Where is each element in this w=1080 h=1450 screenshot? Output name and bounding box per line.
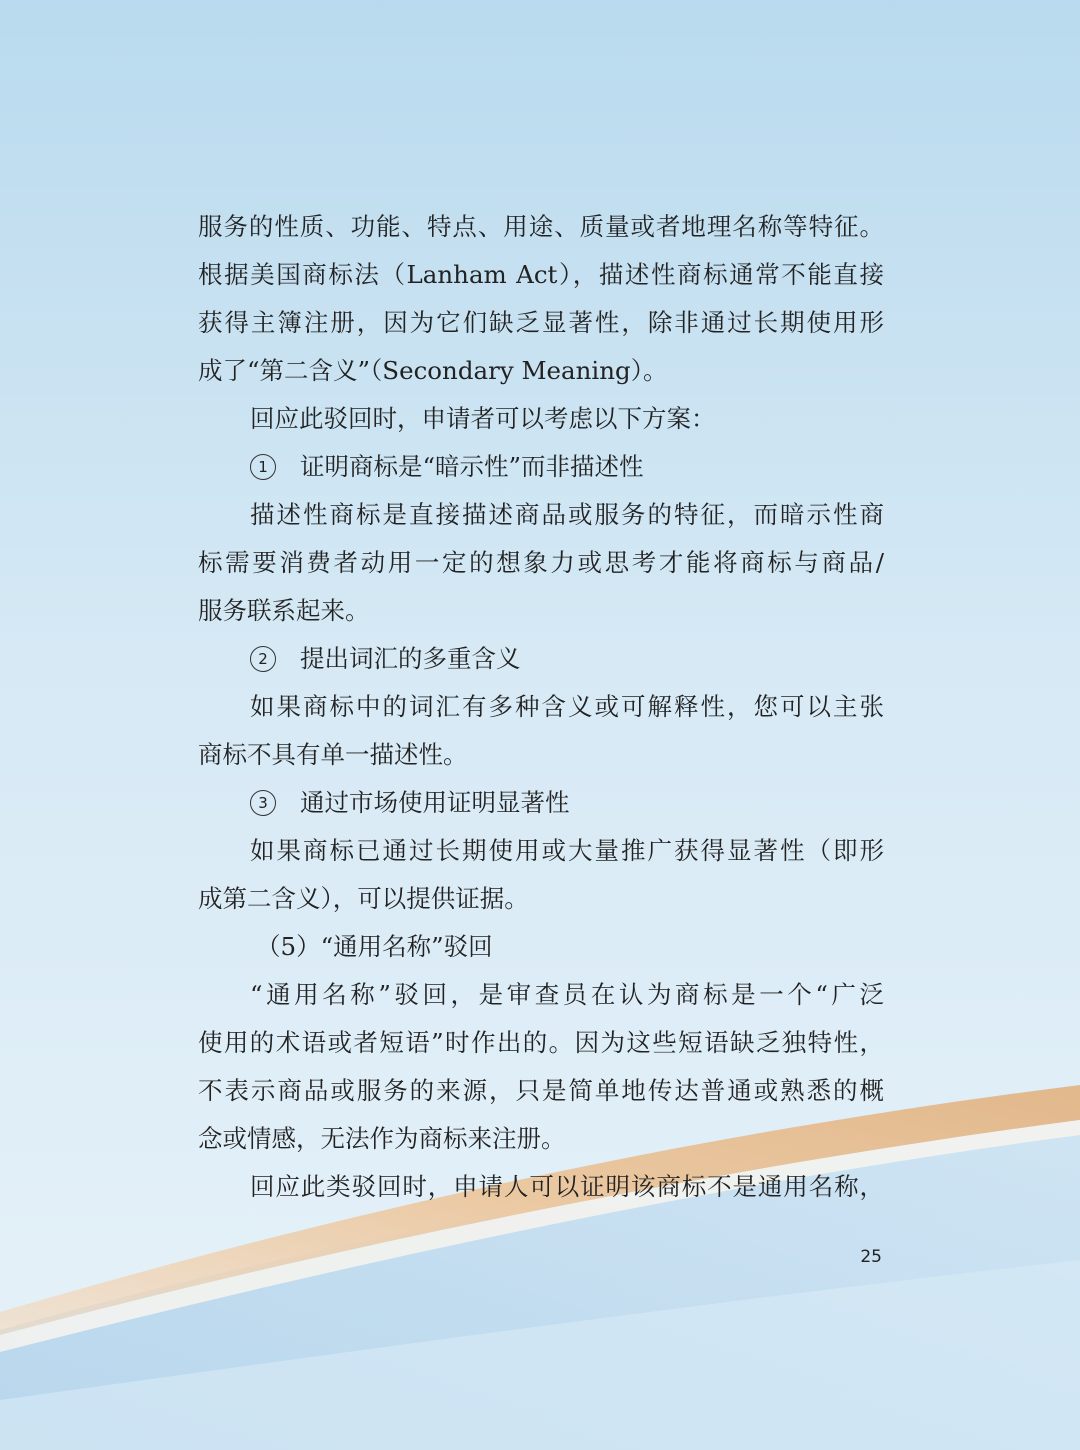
list-item-heading bbox=[198, 443, 884, 491]
text-line: 使用的术语或者短语”时作出的。因为这些短语缺乏独特性， bbox=[198, 1028, 884, 1057]
list-item-heading bbox=[198, 779, 884, 827]
list-item-heading-text: 通过市场使用证明显著性 bbox=[300, 788, 570, 817]
text-line: 根据美国商标法（Lanham Act），描述性商标通常不能直接 bbox=[198, 260, 884, 289]
text-line: 服务联系起来。 bbox=[198, 596, 370, 625]
text-line: 标需要消费者动用一定的想象力或思考才能将商标与商品/ bbox=[198, 548, 884, 577]
text-line: 成第二含义），可以提供证据。 bbox=[198, 884, 529, 913]
text-line: 成了“第二含义”（Secondary Meaning）。 bbox=[198, 356, 668, 385]
page-number: 25 bbox=[860, 1247, 882, 1267]
text-line: “通用名称”驳回，是审查员在认为商标是一个“广泛 bbox=[250, 980, 884, 1009]
text-line: 回应此类驳回时，申请人可以证明该商标不是通用名称， bbox=[250, 1172, 884, 1201]
circled-number-marker: 3 bbox=[250, 790, 276, 816]
text-line: 描述性商标是直接描述商品或服务的特征，而暗示性商 bbox=[250, 500, 884, 529]
text-line: 如果商标中的词汇有多种含义或可解释性，您可以主张 bbox=[250, 692, 884, 721]
circled-number-marker: 2 bbox=[250, 646, 276, 672]
text-line: 念或情感，无法作为商标来注册。 bbox=[198, 1124, 566, 1153]
text-line: 如果商标已通过长期使用或大量推广获得显著性（即形 bbox=[250, 836, 884, 865]
list-item-heading-text: 证明商标是“暗示性”而非描述性 bbox=[300, 452, 644, 481]
text-line: 回应此驳回时，申请者可以考虑以下方案： bbox=[250, 404, 716, 433]
section-heading: （5）“通用名称”驳回 bbox=[256, 932, 493, 961]
text-line: 不表示商品或服务的来源，只是简单地传达普通或熟悉的概 bbox=[198, 1076, 884, 1105]
list-item-heading-text: 提出词汇的多重含义 bbox=[300, 644, 521, 673]
list-item-heading bbox=[198, 635, 884, 683]
document-body bbox=[198, 203, 884, 1211]
text-line: 服务的性质、功能、特点、用途、质量或者地理名称等特征。 bbox=[198, 212, 884, 241]
text-line: 商标不具有单一描述性。 bbox=[198, 740, 468, 769]
circled-number-marker: 1 bbox=[250, 454, 276, 480]
text-line: 获得主簿注册，因为它们缺乏显著性，除非通过长期使用形 bbox=[198, 308, 884, 337]
